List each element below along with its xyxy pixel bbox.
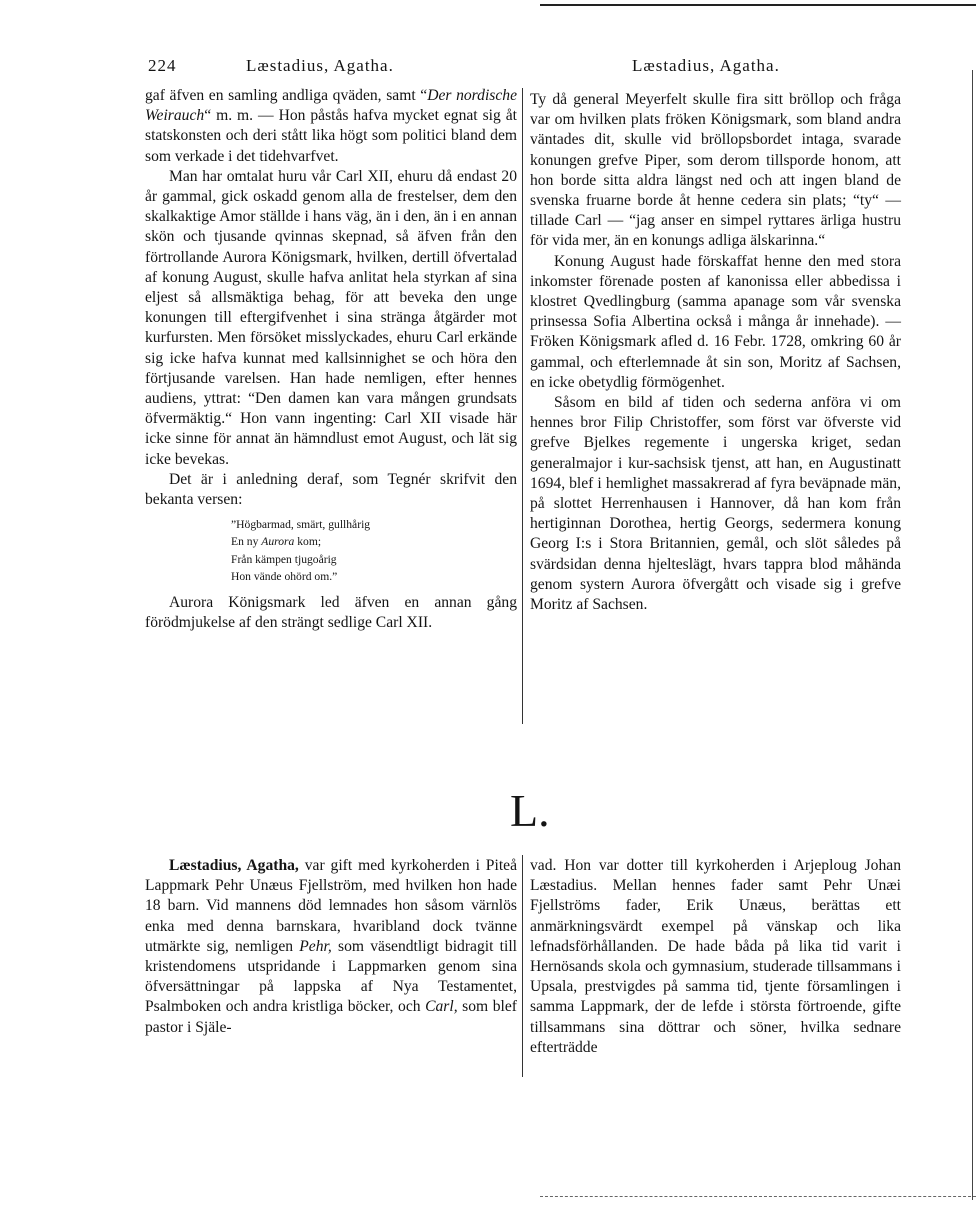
bottom-border-rule	[540, 1196, 976, 1197]
page-number: 224	[148, 56, 177, 75]
poem-line	[231, 533, 517, 550]
paragraph: Ty då general Meyerfelt skulle fira sitt bröllop och fråga var om hvilken plats fröken Königsmark, som bland andra väntades dit, skulle vid bröllopsbordet intaga, svarade konungen grefve Piper, som derom tillsporde honom, att hon borde sitta aldra längst ned och att ingen bland de svenska fruarne borde åt henne cedera sin plats; “ty“ — tillade Carl — “jag anser en simpel ryttares ärliga hustru för vida mer, än en konungs adliga älskarinna.“	[530, 91, 901, 250]
italic-name: Carl,	[425, 998, 458, 1016]
column-top-left	[145, 86, 517, 633]
paragraph: Man har omtalat huru vår Carl XII, ehuru då endast 20 år gammal, gick oskadd genom alla de frestelser, dem den skalkaktige Amor ställde i hans väg, än i den, än i en annan skön och tjusande qvinnas skepnad, så äfven från den förtrollande Aurora Königsmark, hvilken, dertill öfvertalad af konung August, skulle hafva anlitat hela styrkan af sina eljest så allsmäktiga behag, för att beveka den unge konungen till eftergifvenhet i sina stränga åtgärder mot kurfursten. Men försöket misslyckades, ehuru Carl erkände sig icke hafva kunnat med kallsinnighet se och höra den förtjusande varelsen. Han hade nemligen, efter hennes audiens, yttrat: “Den damen kan vara mången grundsats öfvermäktig.“ Hon vann ingenting: Carl XII visade här icke sinne för annat än hämndlust emot August, och lät sig icke bevekas.	[145, 167, 517, 468]
text-run: gaf äfven en samling andliga qväden, samt “	[145, 87, 428, 104]
top-border-rule	[540, 4, 976, 6]
paragraph: vad. Hon var dotter till kyrkoherden i Arjeploug Johan Læstadius. Mellan hennes fader samt Pehr Unæi Fjellströms fader, Erik Unæus, berättas ett anmärkningsvärdt exempel på vänskap och lika lefnadsförhållanden. De hade båda på lika tid varit i Hernösands skola och gymnasium, studerade tillsammans i Upsala, prestvigdes på samma tid, tjente församlingen i samma Lappmark, der de lefde i största förtroende, gifte tillsammans sina döttrar och söner, hvilka sednare efterträdde	[530, 857, 901, 1056]
column-bottom-right	[530, 856, 901, 1058]
running-head-right: Læstadius, Agatha.	[632, 56, 780, 75]
text-run: var gift med kyrkoherden i Piteå Lappmark Pehr Unæus Fjellström, med hvilken hon hade 18 barn. Vid mannens död lemnades hon såsom värnlös enka med denna barnskara, hvaribland dock tvänne utmärkte sig, nemligen	[145, 857, 517, 955]
italic-name: Pehr,	[299, 937, 332, 955]
right-border-rule	[972, 70, 973, 1200]
poem-line: Hon vände ohörd om.”	[231, 569, 338, 583]
column-divider	[522, 855, 523, 1077]
italic-title: Der nordische Weirauch	[145, 87, 517, 125]
italic-word: Aurora	[261, 535, 295, 549]
column-divider	[522, 88, 523, 724]
paragraph: Såsom en bild af tiden och sederna anföra vi om hennes bror Filip Christoffer, som först var öfverste vid grefve Bjelkes regemente i ungerska kriget, sedan generalmajor i kur-sachsisk tjenst, att han, en Augustinatt 1694, blef i hemlighet massakrerad af fyra beväpnade män, på slottet Herrenhausen i Hannover, då han kom från hertiginnan Dorothea, hertig Georgs, sedermera konung Georg I:s i Stora Britannien, gemål, och slöt således på svärdsidan denna hjelteslägt, hvars tappra blod måhända genom systern Aurora öfvergått och visade sig i grefve Moritz af Sachsen.	[530, 394, 901, 614]
text-run: En ny	[231, 535, 262, 549]
poem-line: ”Högbarmad, smärt, gullhårig	[231, 518, 371, 532]
poem-line: Från kämpen tjugoårig	[231, 552, 337, 566]
paragraph	[145, 86, 517, 167]
text-run: kom;	[294, 535, 322, 549]
column-bottom-left	[145, 856, 517, 1038]
running-head-left: Læstadius, Agatha.	[246, 56, 394, 75]
text-run: “ m. m. — Hon påstås hafva mycket egnat sig åt statskonsten och deri stått lika högt som politici bland dem som verkade i det tidehvarfvet.	[145, 107, 517, 165]
paragraph: Det är i anledning deraf, som Tegnér skrifvit den bekanta versen:	[145, 470, 517, 509]
text-run: som väsendtligt bidragit till kristendomens utspridande i Lappmarken genom sina öfversättningar på lappska af Nya Testamentet, Psalmboken och andra kristliga böcker, och	[145, 937, 517, 1016]
entry-name: Læstadius, Agatha,	[169, 857, 299, 874]
section-letter: L.	[510, 785, 550, 836]
paragraph: Konung August hade förskaffat henne den med stora inkomster förenade posten af kanonissa eller abbedissa i klostret Qvedlingburg (samma apanage som vår svenska prinsessa Sofia Albertina också i många år innehade). — Fröken Königsmark afled d. 16 Febr. 1728, omkring 60 år gammal, och efterlemnade åt sin son, Moritz af Sachsen, en icke obetydlig förmögenhet.	[530, 252, 901, 391]
text-run: som blef pastor i Själe-	[145, 998, 517, 1036]
entry-paragraph	[145, 856, 517, 1038]
poem-quote	[231, 516, 517, 585]
column-top-right	[530, 90, 901, 615]
paragraph: Aurora Königsmark led äfven en annan gång förödmjukelse af den strängt sedlige Carl XII.	[145, 594, 517, 632]
